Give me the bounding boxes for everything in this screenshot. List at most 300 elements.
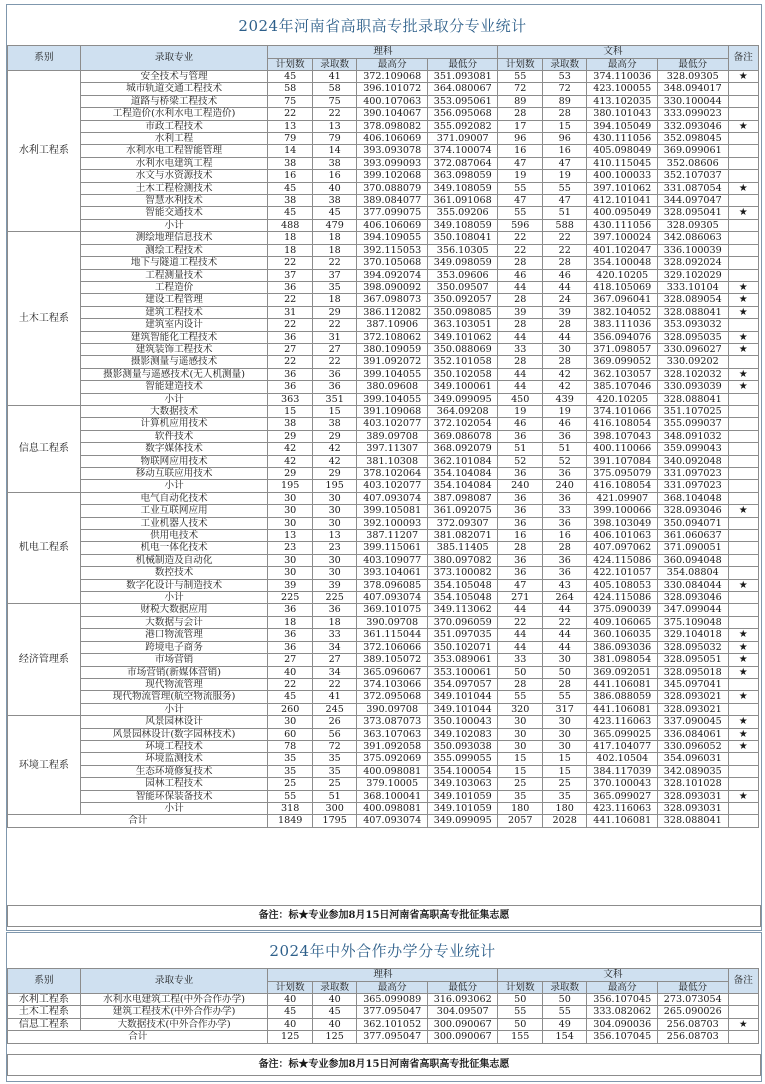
total-label: 合计: [8, 1031, 268, 1043]
science-plan-cell: 30: [268, 554, 312, 566]
science-high-cell: 398.090092: [357, 281, 428, 293]
science-high-cell: 390.09708: [357, 703, 428, 715]
remark-cell: [728, 778, 758, 790]
science-admitted-cell: 18: [312, 616, 356, 628]
science-high-cell: 396.101072: [357, 83, 428, 95]
remark-cell: [728, 1031, 758, 1043]
arts-low-cell: 352.098045: [657, 133, 728, 145]
science-admitted-cell: 42: [312, 443, 356, 455]
science-admitted-cell: 27: [312, 654, 356, 666]
science-admitted-cell: 56: [312, 728, 356, 740]
arts-high-cell: 397.100024: [587, 232, 658, 244]
subtotal-row: [8, 592, 759, 604]
science-admitted-cell: 22: [312, 257, 356, 269]
major-cell: 测绘工程技术: [80, 244, 268, 256]
remark-cell: [728, 83, 758, 95]
science-admitted-cell: 34: [312, 641, 356, 653]
remark-cell: [728, 393, 758, 405]
table-row: [8, 579, 759, 591]
header-high: 最高分: [587, 59, 658, 71]
arts-high-cell: 385.107046: [587, 381, 658, 393]
header-dept: 系别: [8, 969, 81, 994]
total-row: [8, 815, 759, 827]
table-row: [8, 269, 759, 281]
arts-plan-cell: 36: [498, 505, 542, 517]
arts-plan-cell: 450: [498, 393, 542, 405]
page-title: 2024年河南省高职高专批录取分专业统计: [238, 17, 527, 35]
science-admitted-cell: 29: [312, 306, 356, 318]
science-admitted-cell: 38: [312, 195, 356, 207]
arts-high-cell: 356.107045: [587, 994, 658, 1006]
arts-admitted-cell: 42: [542, 368, 586, 380]
arts-admitted-cell: 588: [542, 219, 586, 231]
science-high-cell: 374.103066: [357, 678, 428, 690]
science-plan-cell: 23: [268, 542, 312, 554]
table-row: [8, 207, 759, 219]
science-high-cell: 399.104055: [357, 368, 428, 380]
arts-admitted-cell: 28: [542, 257, 586, 269]
remark-cell: ★: [728, 343, 758, 355]
arts-admitted-cell: 15: [542, 765, 586, 777]
science-low-cell: 352.101058: [427, 356, 498, 368]
science-low-cell: 368.092079: [427, 443, 498, 455]
science-high-cell: 378.096085: [357, 579, 428, 591]
table-row: [8, 71, 759, 83]
science-low-cell: 350.093038: [427, 740, 498, 752]
arts-admitted-cell: 36: [542, 468, 586, 480]
science-admitted-cell: 35: [312, 281, 356, 293]
major-cell: 数字媒体技术: [80, 443, 268, 455]
remark-cell: [728, 418, 758, 430]
arts-high-cell: 375.095079: [587, 468, 658, 480]
arts-plan-cell: 46: [498, 269, 542, 281]
header-science: 理科: [268, 46, 498, 59]
arts-high-cell: 400.110066: [587, 443, 658, 455]
arts-plan-cell: 44: [498, 641, 542, 653]
science-plan-cell: 36: [268, 381, 312, 393]
arts-high-cell: 370.100043: [587, 778, 658, 790]
arts-high-cell: 356.107045: [587, 1031, 658, 1043]
arts-plan-cell: 271: [498, 592, 542, 604]
remark-cell: [728, 802, 758, 814]
subtotal-row: [8, 393, 759, 405]
dept-cell: 信息工程系: [8, 1018, 81, 1030]
table-row: [8, 740, 759, 752]
header-plan: 计划数: [498, 59, 542, 71]
arts-admitted-cell: 44: [542, 629, 586, 641]
arts-admitted-cell: 55: [542, 182, 586, 194]
science-low-cell: 300.090067: [427, 1018, 498, 1030]
major-cell: 摄影测量与遥感技术: [80, 356, 268, 368]
arts-low-cell: 345.097041: [657, 678, 728, 690]
table-row: [8, 157, 759, 169]
remark-cell: [728, 443, 758, 455]
major-cell: 大数据技术(中外合作办学): [80, 1018, 268, 1030]
science-low-cell: 372.087064: [427, 157, 498, 169]
arts-plan-cell: 30: [498, 728, 542, 740]
arts-plan-cell: 16: [498, 145, 542, 157]
table-row: [8, 145, 759, 157]
arts-low-cell: 350.094071: [657, 517, 728, 529]
arts-admitted-cell: 51: [542, 207, 586, 219]
arts-admitted-cell: 28: [542, 319, 586, 331]
arts-low-cell: 328.093046: [657, 592, 728, 604]
science-plan-cell: 35: [268, 753, 312, 765]
science-high-cell: 403.109077: [357, 554, 428, 566]
science-admitted-cell: 300: [312, 802, 356, 814]
header-remark: 备注: [728, 46, 758, 71]
arts-high-cell: 405.098049: [587, 145, 658, 157]
science-plan-cell: 195: [268, 480, 312, 492]
header-dept: 系别: [8, 46, 81, 71]
science-high-cell: 391.109068: [357, 405, 428, 417]
major-cell: 建设工程管理: [80, 294, 268, 306]
arts-plan-cell: 30: [498, 740, 542, 752]
arts-high-cell: 423.116063: [587, 716, 658, 728]
science-high-cell: 399.102068: [357, 170, 428, 182]
arts-high-cell: 417.104077: [587, 740, 658, 752]
science-high-cell: 377.095047: [357, 1006, 428, 1018]
header-admitted: 录取数: [312, 982, 356, 994]
arts-high-cell: 369.092051: [587, 666, 658, 678]
remark-cell: [728, 815, 758, 827]
arts-low-cell: 256.08703: [657, 1018, 728, 1030]
science-admitted-cell: 30: [312, 505, 356, 517]
major-cell: 智能环保装备技术: [80, 790, 268, 802]
science-high-cell: 372.109068: [357, 71, 428, 83]
table-row: [8, 108, 759, 120]
arts-plan-cell: 36: [498, 567, 542, 579]
science-admitted-cell: 35: [312, 753, 356, 765]
arts-low-cell: 328.093021: [657, 691, 728, 703]
science-high-cell: 379.10005: [357, 778, 428, 790]
arts-high-cell: 356.094076: [587, 331, 658, 343]
remark-cell: [728, 430, 758, 442]
remark-cell: ★: [728, 294, 758, 306]
science-high-cell: 367.098073: [357, 294, 428, 306]
science-admitted-cell: 38: [312, 157, 356, 169]
arts-admitted-cell: 154: [542, 1031, 586, 1043]
science-high-cell: 365.096067: [357, 666, 428, 678]
science-high-cell: 403.102077: [357, 418, 428, 430]
science-low-cell: 349.101059: [427, 790, 498, 802]
arts-plan-cell: 28: [498, 542, 542, 554]
subtotal-row: [8, 219, 759, 231]
table-row: [8, 778, 759, 790]
arts-low-cell: 348.091032: [657, 430, 728, 442]
table-row: [8, 1018, 759, 1030]
arts-admitted-cell: 55: [542, 691, 586, 703]
arts-low-cell: 375.109048: [657, 616, 728, 628]
arts-plan-cell: 51: [498, 443, 542, 455]
arts-low-cell: 333.10104: [657, 281, 728, 293]
arts-high-cell: 441.106081: [587, 815, 658, 827]
major-cell: 工程造价(水利水电工程造价): [80, 108, 268, 120]
science-plan-cell: 13: [268, 120, 312, 132]
science-plan-cell: 30: [268, 492, 312, 504]
science-high-cell: 372.106066: [357, 641, 428, 653]
arts-low-cell: 354.08804: [657, 567, 728, 579]
arts-admitted-cell: 35: [542, 790, 586, 802]
science-admitted-cell: 245: [312, 703, 356, 715]
table-row: [8, 418, 759, 430]
science-admitted-cell: 18: [312, 244, 356, 256]
arts-admitted-cell: 42: [542, 381, 586, 393]
arts-low-cell: 352.08606: [657, 157, 728, 169]
science-plan-cell: 29: [268, 468, 312, 480]
arts-low-cell: 328.093021: [657, 703, 728, 715]
science-low-cell: 354.105048: [427, 579, 498, 591]
science-low-cell: 349.099095: [427, 393, 498, 405]
science-high-cell: 381.10308: [357, 455, 428, 467]
science-low-cell: 304.09507: [427, 1006, 498, 1018]
table-row: [8, 443, 759, 455]
table-row: [8, 120, 759, 132]
arts-plan-cell: 25: [498, 778, 542, 790]
header-plan: 计划数: [498, 982, 542, 994]
dept-cell: 经济管理系: [8, 604, 81, 716]
science-high-cell: 368.100041: [357, 790, 428, 802]
science-admitted-cell: 13: [312, 530, 356, 542]
science-high-cell: 392.100093: [357, 517, 428, 529]
table-row: [8, 405, 759, 417]
arts-plan-cell: 15: [498, 765, 542, 777]
arts-admitted-cell: 47: [542, 157, 586, 169]
arts-admitted-cell: 19: [542, 170, 586, 182]
major-cell: 生态环境修复技术: [80, 765, 268, 777]
science-plan-cell: 38: [268, 157, 312, 169]
arts-high-cell: 360.106035: [587, 629, 658, 641]
table-row: [8, 468, 759, 480]
remark-cell: ★: [728, 579, 758, 591]
arts-plan-cell: 89: [498, 95, 542, 107]
arts-high-cell: 397.101062: [587, 182, 658, 194]
remark-cell: [728, 244, 758, 256]
remark-cell: ★: [728, 368, 758, 380]
arts-admitted-cell: 46: [542, 269, 586, 281]
remark-cell: [728, 257, 758, 269]
major-cell: 水利水电建筑工程: [80, 157, 268, 169]
arts-high-cell: 333.082062: [587, 1006, 658, 1018]
science-admitted-cell: 36: [312, 368, 356, 380]
science-admitted-cell: 22: [312, 319, 356, 331]
science-admitted-cell: 22: [312, 356, 356, 368]
science-low-cell: 349.113062: [427, 604, 498, 616]
science-plan-cell: 260: [268, 703, 312, 715]
science-admitted-cell: 26: [312, 716, 356, 728]
subtotal-row: [8, 480, 759, 492]
arts-low-cell: 359.099043: [657, 443, 728, 455]
dept-cell: 土木工程系: [8, 1006, 81, 1018]
remark-cell: ★: [728, 1018, 758, 1030]
arts-high-cell: 405.108053: [587, 579, 658, 591]
arts-high-cell: 400.100033: [587, 170, 658, 182]
remark-cell: ★: [728, 728, 758, 740]
science-high-cell: 378.102064: [357, 468, 428, 480]
science-plan-cell: 78: [268, 740, 312, 752]
arts-admitted-cell: 44: [542, 331, 586, 343]
arts-high-cell: 381.098054: [587, 654, 658, 666]
arts-plan-cell: 30: [498, 716, 542, 728]
science-low-cell: 363.103051: [427, 319, 498, 331]
science-low-cell: 349.099095: [427, 815, 498, 827]
science-low-cell: 353.095061: [427, 95, 498, 107]
major-cell: 水利水电建筑工程(中外合作办学): [80, 994, 268, 1006]
arts-admitted-cell: 51: [542, 443, 586, 455]
arts-plan-cell: 19: [498, 170, 542, 182]
note: 备注：标★专业参加8月15日河南省高职高专批征集志愿: [7, 1054, 761, 1076]
major-cell: 智能交通技术: [80, 207, 268, 219]
arts-plan-cell: 28: [498, 108, 542, 120]
science-plan-cell: 55: [268, 790, 312, 802]
remark-cell: [728, 219, 758, 231]
science-admitted-cell: 29: [312, 468, 356, 480]
arts-plan-cell: 320: [498, 703, 542, 715]
header-high: 最高分: [587, 982, 658, 994]
arts-low-cell: 328.095035: [657, 331, 728, 343]
remark-cell: ★: [728, 331, 758, 343]
arts-low-cell: 330.093039: [657, 381, 728, 393]
table-row: [8, 517, 759, 529]
arts-admitted-cell: 49: [542, 1018, 586, 1030]
total-row: [8, 1031, 759, 1043]
table-row: [8, 170, 759, 182]
arts-low-cell: 332.093046: [657, 120, 728, 132]
remark-cell: ★: [728, 691, 758, 703]
header-admitted: 录取数: [542, 982, 586, 994]
arts-plan-cell: 36: [498, 517, 542, 529]
science-admitted-cell: 42: [312, 455, 356, 467]
arts-low-cell: 329.102029: [657, 269, 728, 281]
arts-admitted-cell: 44: [542, 641, 586, 653]
science-high-cell: 392.115053: [357, 244, 428, 256]
arts-low-cell: 354.096031: [657, 753, 728, 765]
science-admitted-cell: 39: [312, 579, 356, 591]
arts-admitted-cell: 30: [542, 728, 586, 740]
arts-admitted-cell: 44: [542, 281, 586, 293]
arts-high-cell: 423.116063: [587, 802, 658, 814]
major-cell: 智慧水利技术: [80, 195, 268, 207]
remark-cell: ★: [728, 182, 758, 194]
science-low-cell: 380.097082: [427, 554, 498, 566]
arts-low-cell: 331.097023: [657, 468, 728, 480]
science-admitted-cell: 30: [312, 492, 356, 504]
remark-cell: [728, 269, 758, 281]
major-cell: 小计: [80, 802, 268, 814]
science-high-cell: 386.112082: [357, 306, 428, 318]
science-admitted-cell: 13: [312, 120, 356, 132]
science-plan-cell: 38: [268, 418, 312, 430]
science-plan-cell: 22: [268, 294, 312, 306]
arts-admitted-cell: 28: [542, 108, 586, 120]
major-cell: 工程造价: [80, 281, 268, 293]
cooperation-table: [7, 968, 759, 1044]
science-high-cell: 375.092069: [357, 753, 428, 765]
science-admitted-cell: 30: [312, 517, 356, 529]
arts-low-cell: 328.093046: [657, 505, 728, 517]
arts-high-cell: 369.099052: [587, 356, 658, 368]
remark-cell: ★: [728, 740, 758, 752]
arts-high-cell: 441.106081: [587, 678, 658, 690]
arts-admitted-cell: 36: [542, 554, 586, 566]
science-plan-cell: 39: [268, 579, 312, 591]
science-admitted-cell: 22: [312, 108, 356, 120]
arts-plan-cell: 36: [498, 430, 542, 442]
remark-cell: [728, 108, 758, 120]
arts-plan-cell: 22: [498, 244, 542, 256]
arts-plan-cell: 52: [498, 455, 542, 467]
science-admitted-cell: 25: [312, 778, 356, 790]
arts-admitted-cell: 28: [542, 678, 586, 690]
table-row: [8, 716, 759, 728]
table-row: [8, 343, 759, 355]
header-plan: 计划数: [268, 59, 312, 71]
dept-cell: 环境工程系: [8, 716, 81, 815]
major-cell: 土木工程检测技术: [80, 182, 268, 194]
table-row: [8, 753, 759, 765]
table-row: [8, 455, 759, 467]
arts-high-cell: 416.108054: [587, 418, 658, 430]
major-cell: 电气自动化技术: [80, 492, 268, 504]
remark-cell: [728, 170, 758, 182]
arts-high-cell: 406.101063: [587, 530, 658, 542]
arts-high-cell: 421.09907: [587, 492, 658, 504]
science-high-cell: 390.104067: [357, 108, 428, 120]
major-cell: 风景园林设计(数字园林技术): [80, 728, 268, 740]
remark-cell: [728, 567, 758, 579]
major-cell: 建筑室内设计: [80, 319, 268, 331]
arts-high-cell: 402.10504: [587, 753, 658, 765]
arts-plan-cell: 180: [498, 802, 542, 814]
arts-admitted-cell: 89: [542, 95, 586, 107]
science-high-cell: 399.105081: [357, 505, 428, 517]
arts-plan-cell: 47: [498, 195, 542, 207]
arts-high-cell: 412.101041: [587, 195, 658, 207]
science-plan-cell: 79: [268, 133, 312, 145]
major-cell: 市政工程技术: [80, 120, 268, 132]
science-low-cell: 349.100061: [427, 381, 498, 393]
remark-cell: ★: [728, 716, 758, 728]
arts-plan-cell: 44: [498, 381, 542, 393]
science-plan-cell: 22: [268, 319, 312, 331]
science-admitted-cell: 36: [312, 604, 356, 616]
arts-high-cell: 441.106081: [587, 703, 658, 715]
science-admitted-cell: 51: [312, 790, 356, 802]
science-plan-cell: 36: [268, 331, 312, 343]
science-plan-cell: 42: [268, 443, 312, 455]
arts-low-cell: 265.090026: [657, 1006, 728, 1018]
science-high-cell: 407.093074: [357, 815, 428, 827]
science-high-cell: 390.09708: [357, 616, 428, 628]
science-high-cell: 400.098081: [357, 802, 428, 814]
science-low-cell: 364.09208: [427, 405, 498, 417]
section-title: 2024年中外合作办学分专业统计: [269, 942, 496, 960]
arts-admitted-cell: 15: [542, 753, 586, 765]
arts-low-cell: 328.093031: [657, 802, 728, 814]
arts-admitted-cell: 22: [542, 616, 586, 628]
arts-low-cell: 328.09305: [657, 219, 728, 231]
table-row: [8, 1006, 759, 1018]
table-row: [8, 381, 759, 393]
table-row: [8, 691, 759, 703]
science-high-cell: 393.093078: [357, 145, 428, 157]
science-plan-cell: 225: [268, 592, 312, 604]
arts-admitted-cell: 50: [542, 994, 586, 1006]
arts-plan-cell: 16: [498, 530, 542, 542]
arts-low-cell: 368.104048: [657, 492, 728, 504]
table-row: [8, 765, 759, 777]
header-arts: 文科: [498, 969, 728, 982]
